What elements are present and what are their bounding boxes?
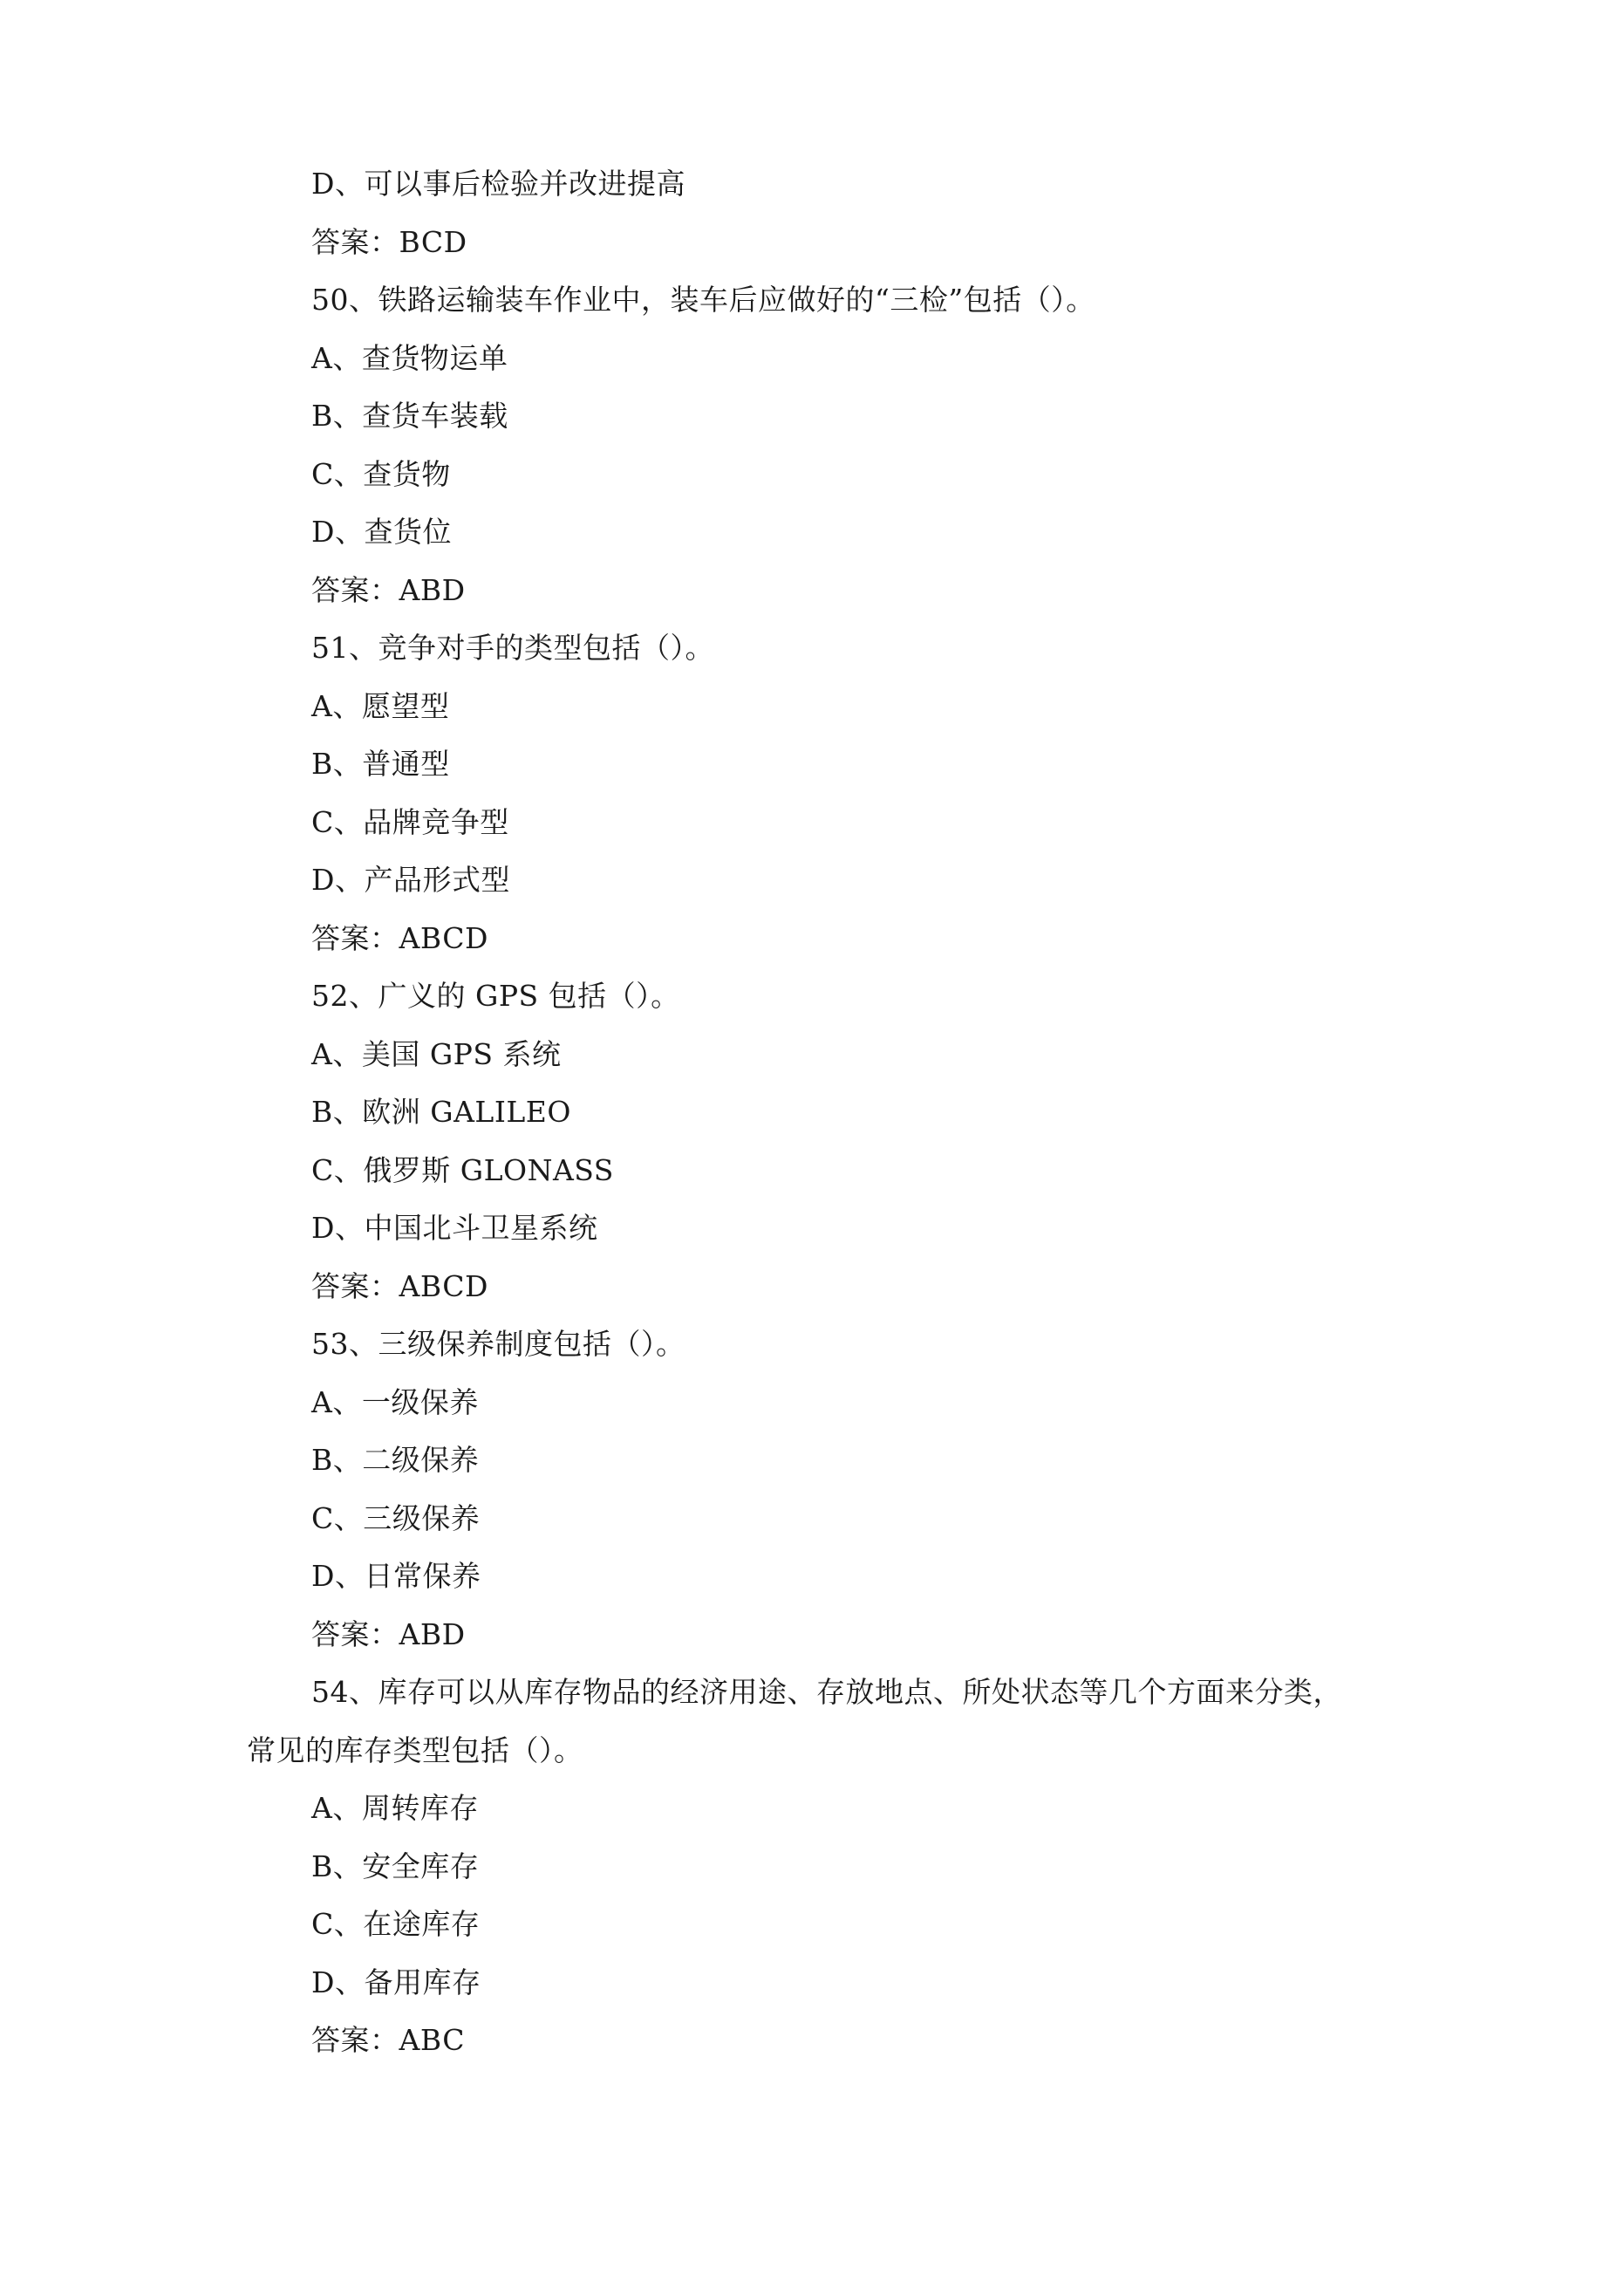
option-line: B、安全库存 (311, 1848, 480, 1883)
option-line: C、俄罗斯 GLONASS (311, 1152, 614, 1187)
option-line: C、三级保养 (311, 1500, 481, 1535)
option-line: A、一级保养 (311, 1384, 479, 1419)
question-stem: 54、库存可以从库存物品的经济用途、存放地点、所处状态等几个方面来分类， (311, 1675, 1342, 1709)
option-line: A、查货物运单 (311, 340, 508, 375)
answer-line: 答案：ABD (311, 572, 466, 607)
option-line: D、备用库存 (311, 1965, 481, 1999)
option-line: B、查货车装载 (311, 399, 508, 433)
option-line: D、查货位 (311, 515, 452, 549)
answer-line: 答案：ABCD (311, 920, 488, 955)
option-line: C、品牌竞争型 (311, 804, 509, 839)
answer-line: 答案：BCD (311, 224, 467, 259)
option-line: B、欧洲 GALILEO (311, 1095, 571, 1129)
option-line: D、日常保养 (311, 1559, 481, 1593)
option-line: A、美国 GPS 系统 (311, 1036, 562, 1071)
option-line: D、产品形式型 (311, 863, 510, 897)
question-stem: 50、铁路运输装车作业中，装车后应做好的“三检”包括（）。 (311, 283, 1095, 317)
option-line: A、愿望型 (311, 688, 450, 723)
option-line: C、查货物 (311, 456, 451, 491)
option-line: D、可以事后检验并改进提高 (311, 167, 685, 201)
option-line: D、中国北斗卫星系统 (311, 1211, 598, 1245)
question-stem: 52、广义的 GPS 包括（）。 (311, 979, 680, 1013)
answer-line: 答案：ABC (311, 2023, 465, 2057)
option-line: B、普通型 (311, 747, 450, 781)
option-line: C、在途库存 (311, 1907, 481, 1941)
option-line: B、二级保养 (311, 1443, 480, 1477)
question-stem-continuation: 常见的库存类型包括（）。 (247, 1732, 583, 1767)
option-line: A、周转库存 (311, 1791, 479, 1825)
answer-line: 答案：ABCD (311, 1268, 488, 1303)
answer-line: 答案：ABD (311, 1616, 466, 1651)
question-stem: 51、竞争对手的类型包括（）。 (311, 631, 714, 665)
question-stem: 53、三级保养制度包括（）。 (311, 1327, 685, 1361)
question-list (247, 155, 1389, 2070)
